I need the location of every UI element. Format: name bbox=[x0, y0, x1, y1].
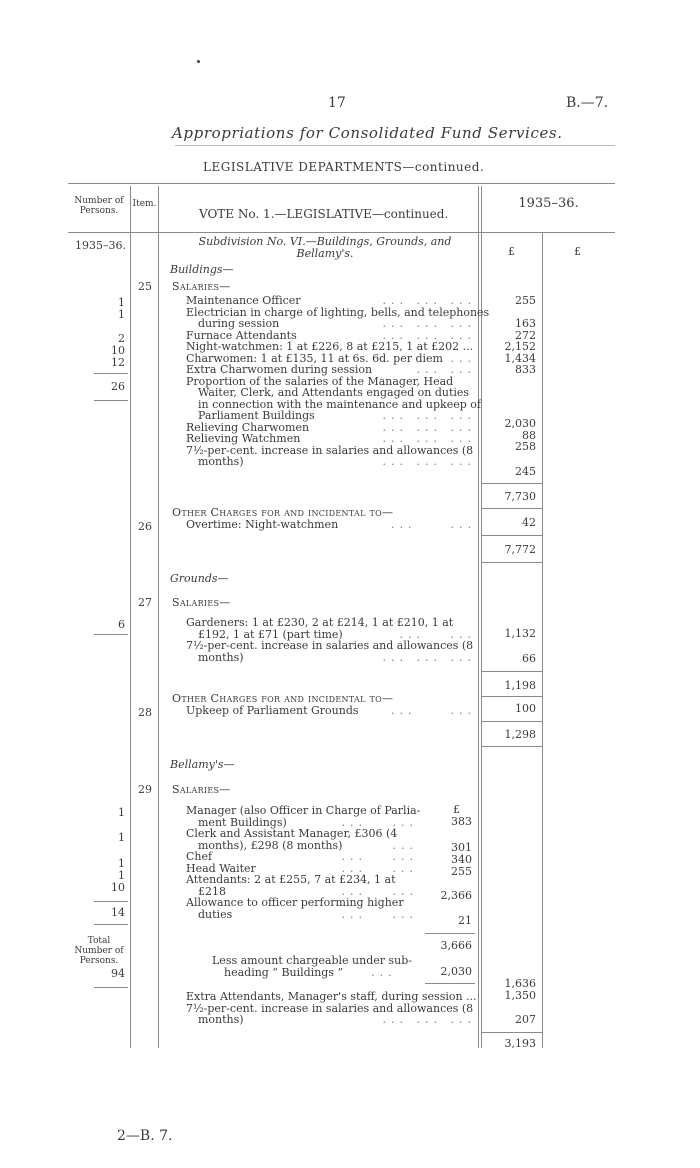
col-divider-5 bbox=[542, 232, 543, 1048]
amount: 383 bbox=[451, 815, 472, 828]
list-item: Allowance to officer performing higher bbox=[186, 896, 404, 909]
amount: 21 bbox=[458, 914, 472, 927]
subtotal-rule bbox=[94, 400, 128, 401]
total-persons: 94 bbox=[111, 967, 125, 980]
col-divider-2 bbox=[158, 186, 159, 1048]
item-number: 25 bbox=[138, 280, 152, 293]
buildings-heading: Buildings— bbox=[170, 263, 234, 276]
amount: 255 bbox=[451, 865, 472, 878]
subtotal-rule bbox=[94, 987, 128, 988]
list-item: in connection with the maintenance and upkeep of bbox=[198, 397, 481, 411]
other-charges-heading: Other Charges for and incidental to— bbox=[172, 692, 394, 705]
amount: 272 bbox=[515, 329, 536, 342]
list-item: £218 ... ... bbox=[198, 884, 418, 898]
list-item: £192, 1 at £71 (part time) ... ... bbox=[198, 627, 476, 641]
list-item: Head Waiter ... ... bbox=[186, 861, 418, 875]
total-persons-label: Total Number of Persons. bbox=[74, 936, 124, 966]
list-item: months) ... ... ... bbox=[198, 455, 476, 468]
persons-count: 2 bbox=[118, 332, 125, 345]
total-rule bbox=[425, 933, 475, 934]
total-amount: 3,193 bbox=[504, 1037, 536, 1050]
persons-total: 26 bbox=[111, 380, 125, 393]
ink-speck bbox=[197, 60, 200, 63]
list-item: Charwomen: 1 at £135, 11 at 6s. 6d. per diem ... bbox=[186, 351, 476, 365]
item-number: 29 bbox=[138, 783, 152, 796]
amount: 258 bbox=[515, 440, 536, 453]
persons-count: 1 bbox=[118, 857, 125, 870]
list-item: Furnace Attendants ... ... ... bbox=[186, 328, 476, 342]
persons-count: 12 bbox=[111, 356, 125, 369]
total-rule bbox=[482, 508, 542, 509]
subtotal-rule bbox=[94, 901, 128, 902]
list-item: Extra Attendants, Manager's staff, during session ... bbox=[186, 990, 477, 1003]
amount: 245 bbox=[515, 465, 536, 478]
list-item: Attendants: 2 at £255, 7 at £234, 1 at bbox=[186, 873, 396, 886]
total-rule bbox=[482, 483, 542, 484]
list-item: Night-watchmen: 1 at £226, 8 at £215, 1 at £202 ... bbox=[186, 340, 474, 353]
amount: 833 bbox=[515, 363, 536, 376]
section-subtitle: LEGISLATIVE DEPARTMENTS—continued. bbox=[203, 160, 485, 174]
amount: 163 bbox=[515, 317, 536, 330]
list-item: 7½-per-cent. increase in salaries and allowances (8 bbox=[186, 443, 474, 457]
list-item: Extra Charwomen during session ... ... bbox=[186, 363, 476, 376]
footer-ref: 2—B. 7. bbox=[117, 1128, 173, 1144]
list-item: Upkeep of Parliament Grounds ... ... bbox=[186, 704, 476, 717]
item-header: Item. bbox=[132, 199, 157, 209]
amount: 2,030 bbox=[440, 965, 472, 978]
list-item: Gardeners: 1 at £230, 2 at £214, 1 at £210, 1 at bbox=[186, 616, 454, 629]
less-chargeable: Less amount chargeable under sub- heading “ Buildings ” ... bbox=[212, 954, 412, 979]
persons-count: 10 bbox=[111, 881, 125, 894]
persons-subtotal: 14 bbox=[111, 906, 125, 919]
total-rule bbox=[482, 1032, 542, 1033]
total-rule bbox=[482, 562, 542, 563]
total-amount: 7,772 bbox=[504, 543, 536, 556]
amount: 42 bbox=[522, 516, 536, 529]
list-item: Relieving Watchmen ... ... ... bbox=[186, 432, 476, 445]
list-item: months), £298 (8 months) ... bbox=[198, 838, 418, 852]
total-rule bbox=[482, 746, 542, 747]
list-item: during session ... ... ... bbox=[198, 317, 476, 330]
persons-count: 1 bbox=[118, 308, 125, 321]
list-item: months) ... ... ... bbox=[198, 1013, 476, 1026]
year-header: 1935–36. bbox=[518, 196, 579, 211]
page-title: Appropriations for Consolidated Fund Services. bbox=[172, 124, 563, 142]
total-rule bbox=[482, 696, 542, 697]
amount: 100 bbox=[515, 702, 536, 715]
amount: 255 bbox=[515, 294, 536, 307]
amount: 1,350 bbox=[504, 989, 536, 1002]
total-rule bbox=[482, 671, 542, 672]
buildings-salaries-list bbox=[186, 294, 490, 468]
total-amount: 1,298 bbox=[504, 728, 536, 741]
total-rule bbox=[482, 721, 542, 722]
list-item: ment Buildings) ... ... bbox=[198, 815, 418, 829]
bellamys-salaries-list bbox=[186, 804, 421, 921]
persons-count: 1 bbox=[118, 296, 125, 309]
salaries-heading: Salaries— bbox=[172, 596, 231, 609]
salaries-heading: Salaries— bbox=[172, 783, 231, 796]
amount: 1,636 bbox=[504, 977, 536, 990]
amount: 1,132 bbox=[504, 627, 536, 640]
list-item: Maintenance Officer ... ... ... bbox=[186, 294, 476, 307]
list-item: Overtime: Night-watchmen ... ... bbox=[186, 518, 476, 531]
list-item: Chef ... ... bbox=[186, 850, 418, 863]
persons-count: 6 bbox=[118, 618, 125, 631]
list-item: Relieving Charwomen ... ... ... bbox=[186, 420, 476, 434]
list-item: Proportion of the salaries of the Manager, Head bbox=[186, 374, 454, 388]
other-charges-list bbox=[186, 705, 476, 717]
page-number: 17 bbox=[328, 95, 346, 111]
bellamys-extra-list bbox=[186, 991, 476, 1026]
list-item: months) ... ... ... bbox=[198, 650, 476, 664]
amount: 2,366 bbox=[440, 889, 472, 902]
amount: 2,030 bbox=[504, 417, 536, 430]
pound-sign: £ bbox=[574, 245, 581, 258]
amount: 2,152 bbox=[504, 340, 536, 353]
col-divider-1 bbox=[130, 186, 131, 1048]
amount: 66 bbox=[522, 652, 536, 665]
persons-count: 1 bbox=[118, 806, 125, 819]
list-item: Parliament Buildings ... ... ... bbox=[198, 409, 476, 422]
subdivision-title: Subdivision No. VI.—Buildings, Grounds, and Bellamy's. bbox=[198, 235, 452, 260]
amount: 340 bbox=[451, 853, 472, 866]
other-charges-list bbox=[186, 519, 476, 531]
subtotal-amount: 7,730 bbox=[504, 490, 536, 503]
list-item: Waiter, Clerk, and Attendants engaged on duties bbox=[198, 386, 470, 399]
list-item: 7½-per-cent. increase in salaries and allowances (8 bbox=[186, 639, 474, 652]
total-rule bbox=[425, 983, 475, 984]
number-header: Number of Persons. bbox=[74, 196, 124, 216]
subtotal-amount: 1,198 bbox=[504, 679, 536, 692]
subtotal-amount: 3,666 bbox=[440, 939, 472, 952]
bellamys-heading: Bellamy's— bbox=[170, 758, 235, 771]
list-item: Clerk and Assistant Manager, £306 (4 bbox=[186, 827, 398, 840]
header-rule bbox=[68, 232, 615, 233]
pound-sign: £ bbox=[508, 245, 515, 258]
other-charges-heading: Other Charges for and incidental to— bbox=[172, 506, 394, 519]
persons-year: 1935–36. bbox=[75, 239, 126, 252]
subtotal-rule bbox=[94, 924, 128, 925]
vote-title: VOTE No. 1.—LEGISLATIVE—continued. bbox=[199, 207, 449, 221]
list-item: Manager (also Officer in Charge of Parlia- bbox=[186, 804, 421, 817]
amount: 88 bbox=[522, 429, 536, 442]
item-number: 27 bbox=[138, 596, 152, 609]
amount: 207 bbox=[515, 1013, 536, 1026]
list-item: Electrician in charge of lighting, bells, and telephones bbox=[186, 305, 490, 319]
subtotal-rule bbox=[94, 634, 128, 635]
rule bbox=[175, 145, 615, 146]
amount: 301 bbox=[451, 841, 472, 854]
subtotal-rule bbox=[94, 373, 128, 374]
persons-count: 1 bbox=[118, 831, 125, 844]
persons-count: 10 bbox=[111, 344, 125, 357]
pound-sign: £ bbox=[453, 803, 460, 816]
amount: 1,434 bbox=[504, 352, 536, 365]
page-ref: B.—7. bbox=[566, 95, 609, 111]
grounds-heading: Grounds— bbox=[170, 572, 229, 585]
table-top-rule bbox=[68, 183, 615, 184]
salaries-heading: Salaries— bbox=[172, 280, 231, 293]
list-item: 7½-per-cent. increase in salaries and allowances (8 bbox=[186, 1001, 474, 1015]
grounds-salaries-list bbox=[186, 617, 476, 663]
list-item: duties ... ... bbox=[198, 907, 418, 921]
total-rule bbox=[482, 535, 542, 536]
item-number: 28 bbox=[138, 706, 152, 719]
persons-count: 1 bbox=[118, 869, 125, 882]
item-number: 26 bbox=[138, 520, 152, 533]
